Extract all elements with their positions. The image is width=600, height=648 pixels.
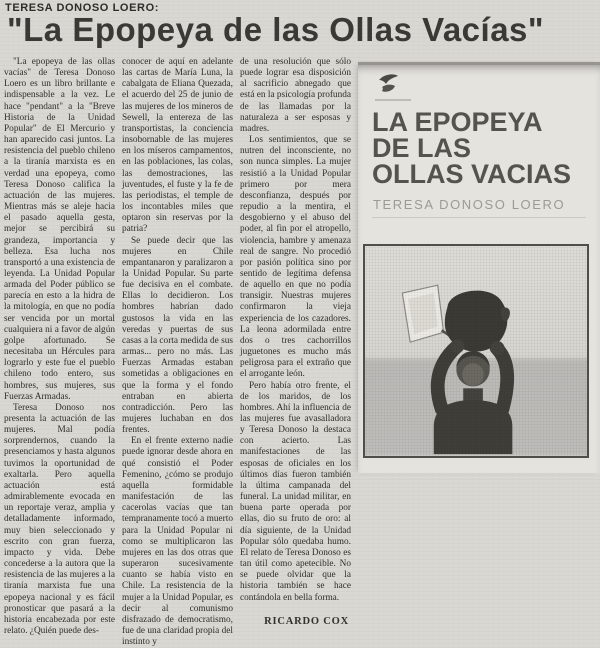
- publisher-imprint-line: [375, 99, 411, 101]
- cover-author: TERESA DONOSO LOERO: [373, 197, 566, 212]
- book-cover: [358, 62, 600, 473]
- cover-title-line: OLLAS VACIAS: [372, 159, 572, 189]
- cover-photo-illustration: [365, 246, 587, 456]
- paragraph: Pero había otro frente, el de los maridos, de los hombres. Ahí la influencia de las mujeres fue avasalladora y Teresa Donoso la destaca con acierto. Las manifestaciones de las esposas de oficiales en los últimos días fueron también la última campanada del funeral. La unidad militar, en buena parte operada por ellas, dio su fruto de oro: al día siguiente, de la Unidad Popular sólo quedaba humo. El relato de Teresa Donoso es tan útil como apetecible. No se puede olvidar que la historia también se hace contándola en bella forma.: [240, 380, 351, 603]
- article-kicker: TERESA DONOSO LOERO:: [5, 2, 159, 14]
- article-headline: "La Epopeya de las Ollas Vacías": [7, 11, 545, 48]
- cover-photo: [363, 244, 589, 458]
- author-byline: RICARDO COX: [264, 615, 349, 627]
- paragraph: "La epopeya de las ollas vacías" de Teresa Donoso Loero es un libro brillante e indispensable a la vez. Le hace "pendant" a la "Breve Historia de la Unidad Popular" de El Mercurio y han aparecido casi juntos. La resistencia del pueblo chileno a la tiranía marxista es en verdad una epopeya, como Teresa Donoso califica la actuación de las mujeres. Mientras más se aleje hacia el pasado aquella gesta, mejor se percibirá su grandeza, importancia y belleza. Esa lucha nos transportó a una existencia de leyenda. La Unidad Popular armada del Poder público se parecía en esto a la hidra de la mitología, en que no podía ser vencida por un mortal cualquiera ni a favor de algún golpe afortunado. Se necesitaba un Hércules para lograrlo y este fue el pueblo chileno todo entero, sus hombres, sus mujeres, sus Fuerzas Armadas.: [4, 57, 115, 402]
- paragraph: de una resolución que sólo puede lograr esa disposición al sacrificio abnegado que está en la psicología profunda de las llamadas por la naturaleza a ser esposas y madres.: [240, 57, 352, 134]
- article-column-2: [122, 57, 233, 648]
- paragraph: En el frente externo nadie puede ignorar desde ahora en qué consistió el Poder Femenino, ¿cómo se produjo aquella formidable manifestación de las cacerolas vacías que tan tempranamente tocó a muerto para la Unidad Popular ni como se multiplicaron las mujeres en las dos otras que superaron sucesivamente cuanto se había visto en Chile. La resistencia de la mujer a la Unidad Popular, es decir al comunismo disfrazado de democratismo, fue de una claridad propia del instinto y: [122, 436, 233, 648]
- article-column-3: [240, 57, 351, 627]
- paragraph: Se puede decir que las mujeres en Chile empantanaron y paralizaron a la Unidad Popular. Su parte fue decisiva en el combate. Ellas lo decidieron. Los hombres habrían dado gustosos la vida en las veredas y puertas de sus casas a la corta medida de sus armas... pero no más. Las Fuerzas Armadas estaban sometidas a obligaciones en que la forma y el fondo entraban en abierta contradicción. Pero las mujeres luchaban en dos frentes.: [122, 235, 233, 436]
- paragraph: conocer de aquí en adelante las cartas de María Luna, la cabalgata de Eliana Quezada, el acuerdo del 25 de junio de las mujeres de los mineros de Sewell, la entereza de las transportistas, la conciencia insobornable de las mujeres en los míseros campamentos, en las poblaciones, las colas, las demostraciones, las juventudes, el fuste y la fe de las periodistas, el temple de los incontables miles que optaron sin reservas por la patria?: [122, 57, 233, 235]
- paragraph: Los sentimientos, que se nutren del inconsciente, no son nunca simples. La mujer resistió a la Unidad Popular primero por mera desconfianza, después por repudio a la mentira, el desgobierno y el abuso del poder, al fin por el atropello, violencia, hambre y amenaza real de sangre. No procedió por pasión política sino por sentido de legítima defensa de aquello en que no podía transigir. Nuestras mujeres confirmaron la vieja experiencia de los cazadores. La leona adormilada entre dos o tres cachorrillos juguetones es mucho más peligrosa para el extraño que el arrogante león.: [240, 135, 351, 380]
- paragraph: Teresa Donoso nos presenta la actuación de las mujeres. Mal podía sorprendernos, cuando la presenciamos y hasta algunos tuvimos la oportunidad de exaltarla. Pero aquella actuación está admirablemente evocada en un reportaje veraz, amplia y detalladamente informado, muy bien seleccionado y escrito con gran fuerza, impacto y vida. Debe concederse a la autora que la resistencia de las mujeres a la tiranía marxista fue una epopeya nacional y es fácil pronosticar que pasará a la historia encabezada por este relato. ¿Quién puede des-: [4, 402, 115, 636]
- cover-title: [372, 109, 571, 187]
- cover-title-line: DE LAS: [372, 133, 472, 163]
- cover-title-line: LA EPOPEYA: [372, 107, 543, 137]
- article-column-1: [4, 57, 115, 637]
- cover-divider: [372, 217, 586, 218]
- publisher-bird-logo-icon: [376, 73, 400, 95]
